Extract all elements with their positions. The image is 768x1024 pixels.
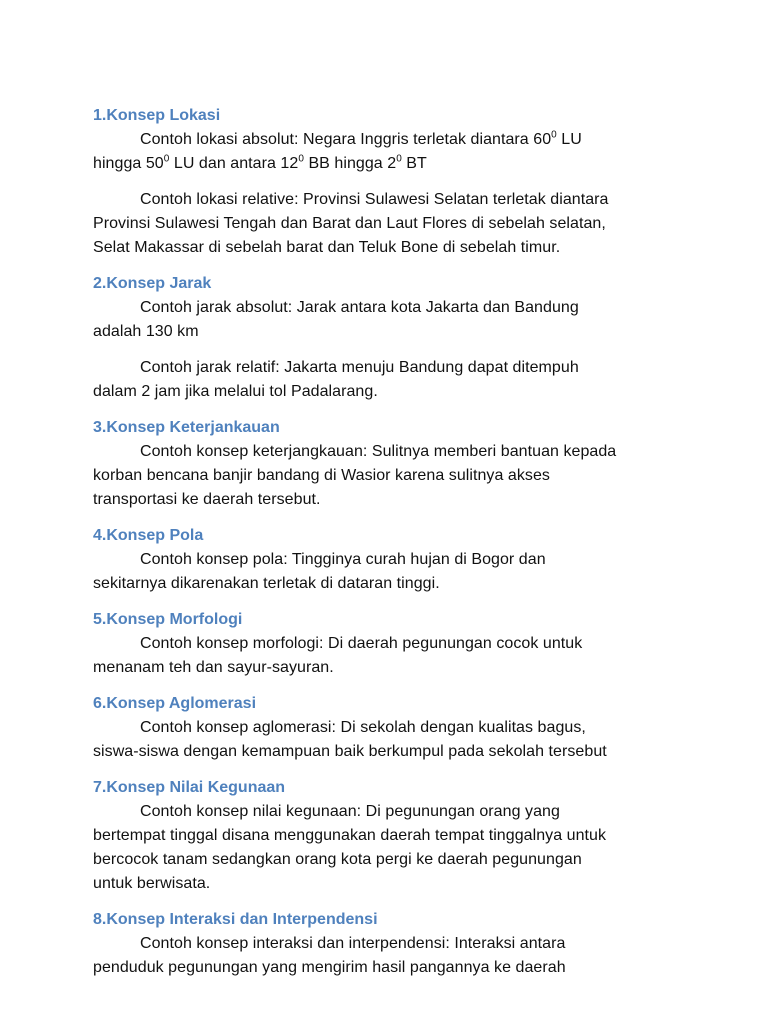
text-line: untuk berwisata.: [93, 875, 211, 892]
section-heading: 6.Konsep Aglomerasi: [93, 695, 257, 712]
section-konsep-lokasi: [93, 104, 693, 260]
text-line: Selat Makassar di sebelah barat dan Teluk Bone di sebelah timur.: [93, 239, 561, 256]
text-line: sekitarnya dikarenakan terletak di dataran tinggi.: [93, 575, 440, 592]
text-line: bertempat tinggal disana menggunakan daerah tempat tinggalnya untuk: [93, 827, 607, 844]
text-line: korban bencana banjir bandang di Wasior karena sulitnya akses: [93, 467, 550, 484]
text-line: Contoh lokasi absolut: Negara Inggris terletak diantara $60^0$ LU: [140, 129, 582, 148]
paragraph-aglomerasi: [93, 716, 693, 764]
text-line: Contoh konsep morfologi: Di daerah pegunungan cocok untuk: [140, 635, 583, 652]
document-page: [93, 104, 693, 980]
text-line: dalam 2 jam jika melalui tol Padalarang.: [93, 383, 378, 400]
text-line: menanam teh dan sayur-sayuran.: [93, 659, 334, 676]
section-konsep-aglomerasi: [93, 692, 693, 764]
text-line: Contoh jarak absolut: Jarak antara kota Jakarta dan Bandung: [140, 299, 579, 316]
section-konsep-jarak: [93, 272, 693, 404]
section-heading: 3.Konsep Keterjankauan: [93, 419, 280, 436]
text-line: transportasi ke daerah tersebut.: [93, 491, 321, 508]
section-heading: 7.Konsep Nilai Kegunaan: [93, 779, 286, 796]
section-konsep-pola: [93, 524, 693, 596]
paragraph-nilai-kegunaan: [93, 800, 693, 896]
paragraph-interaksi: [93, 932, 693, 980]
paragraph-pola: [93, 548, 693, 596]
section-konsep-keterjankauan: [93, 416, 693, 512]
section-heading: 1.Konsep Lokasi: [93, 107, 221, 124]
text-line: Provinsi Sulawesi Tengah dan Barat dan Laut Flores di sebelah selatan,: [93, 215, 606, 232]
text-line: bercocok tanam sedangkan orang kota pergi ke daerah pegunungan: [93, 851, 582, 868]
text-line: Contoh jarak relatif: Jakarta menuju Bandung dapat ditempuh: [140, 359, 579, 376]
section-konsep-interaksi: [93, 908, 693, 980]
text-line: adalah 130 km: [93, 323, 199, 340]
paragraph-keterjangkauan: [93, 440, 693, 512]
text-line: Contoh konsep interaksi dan interpendensi: Interaksi antara: [140, 935, 566, 952]
text-line: penduduk pegunungan yang mengirim hasil pangannya ke daerah: [93, 959, 566, 976]
paragraph-jarak-absolut: [93, 296, 693, 344]
paragraph-lokasi-absolut: [93, 128, 693, 176]
section-konsep-morfologi: [93, 608, 693, 680]
text-line: siswa-siswa dengan kemampuan baik berkumpul pada sekolah tersebut: [93, 743, 607, 760]
text-line: Contoh konsep pola: Tingginya curah hujan di Bogor dan: [140, 551, 546, 568]
text-line: Contoh lokasi relative: Provinsi Sulawesi Selatan terletak diantara: [140, 191, 609, 208]
section-heading: 4.Konsep Pola: [93, 527, 204, 544]
text-line: Contoh konsep aglomerasi: Di sekolah dengan kualitas bagus,: [140, 719, 586, 736]
paragraph-jarak-relatif: [93, 356, 693, 404]
section-heading: 8.Konsep Interaksi dan Interpendensi: [93, 911, 378, 928]
paragraph-lokasi-relative: [93, 188, 693, 260]
section-heading: 5.Konsep Morfologi: [93, 611, 243, 628]
paragraph-morfologi: [93, 632, 693, 680]
text-line: Contoh konsep nilai kegunaan: Di pegunungan orang yang: [140, 803, 560, 820]
section-konsep-nilai-kegunaan: [93, 776, 693, 896]
section-heading: 2.Konsep Jarak: [93, 275, 212, 292]
text-line: hingga $50^0$ LU dan antara $12^0$ BB hingga $2^0$ BT: [93, 153, 427, 172]
text-line: Contoh konsep keterjangkauan: Sulitnya memberi bantuan kepada: [140, 443, 617, 460]
